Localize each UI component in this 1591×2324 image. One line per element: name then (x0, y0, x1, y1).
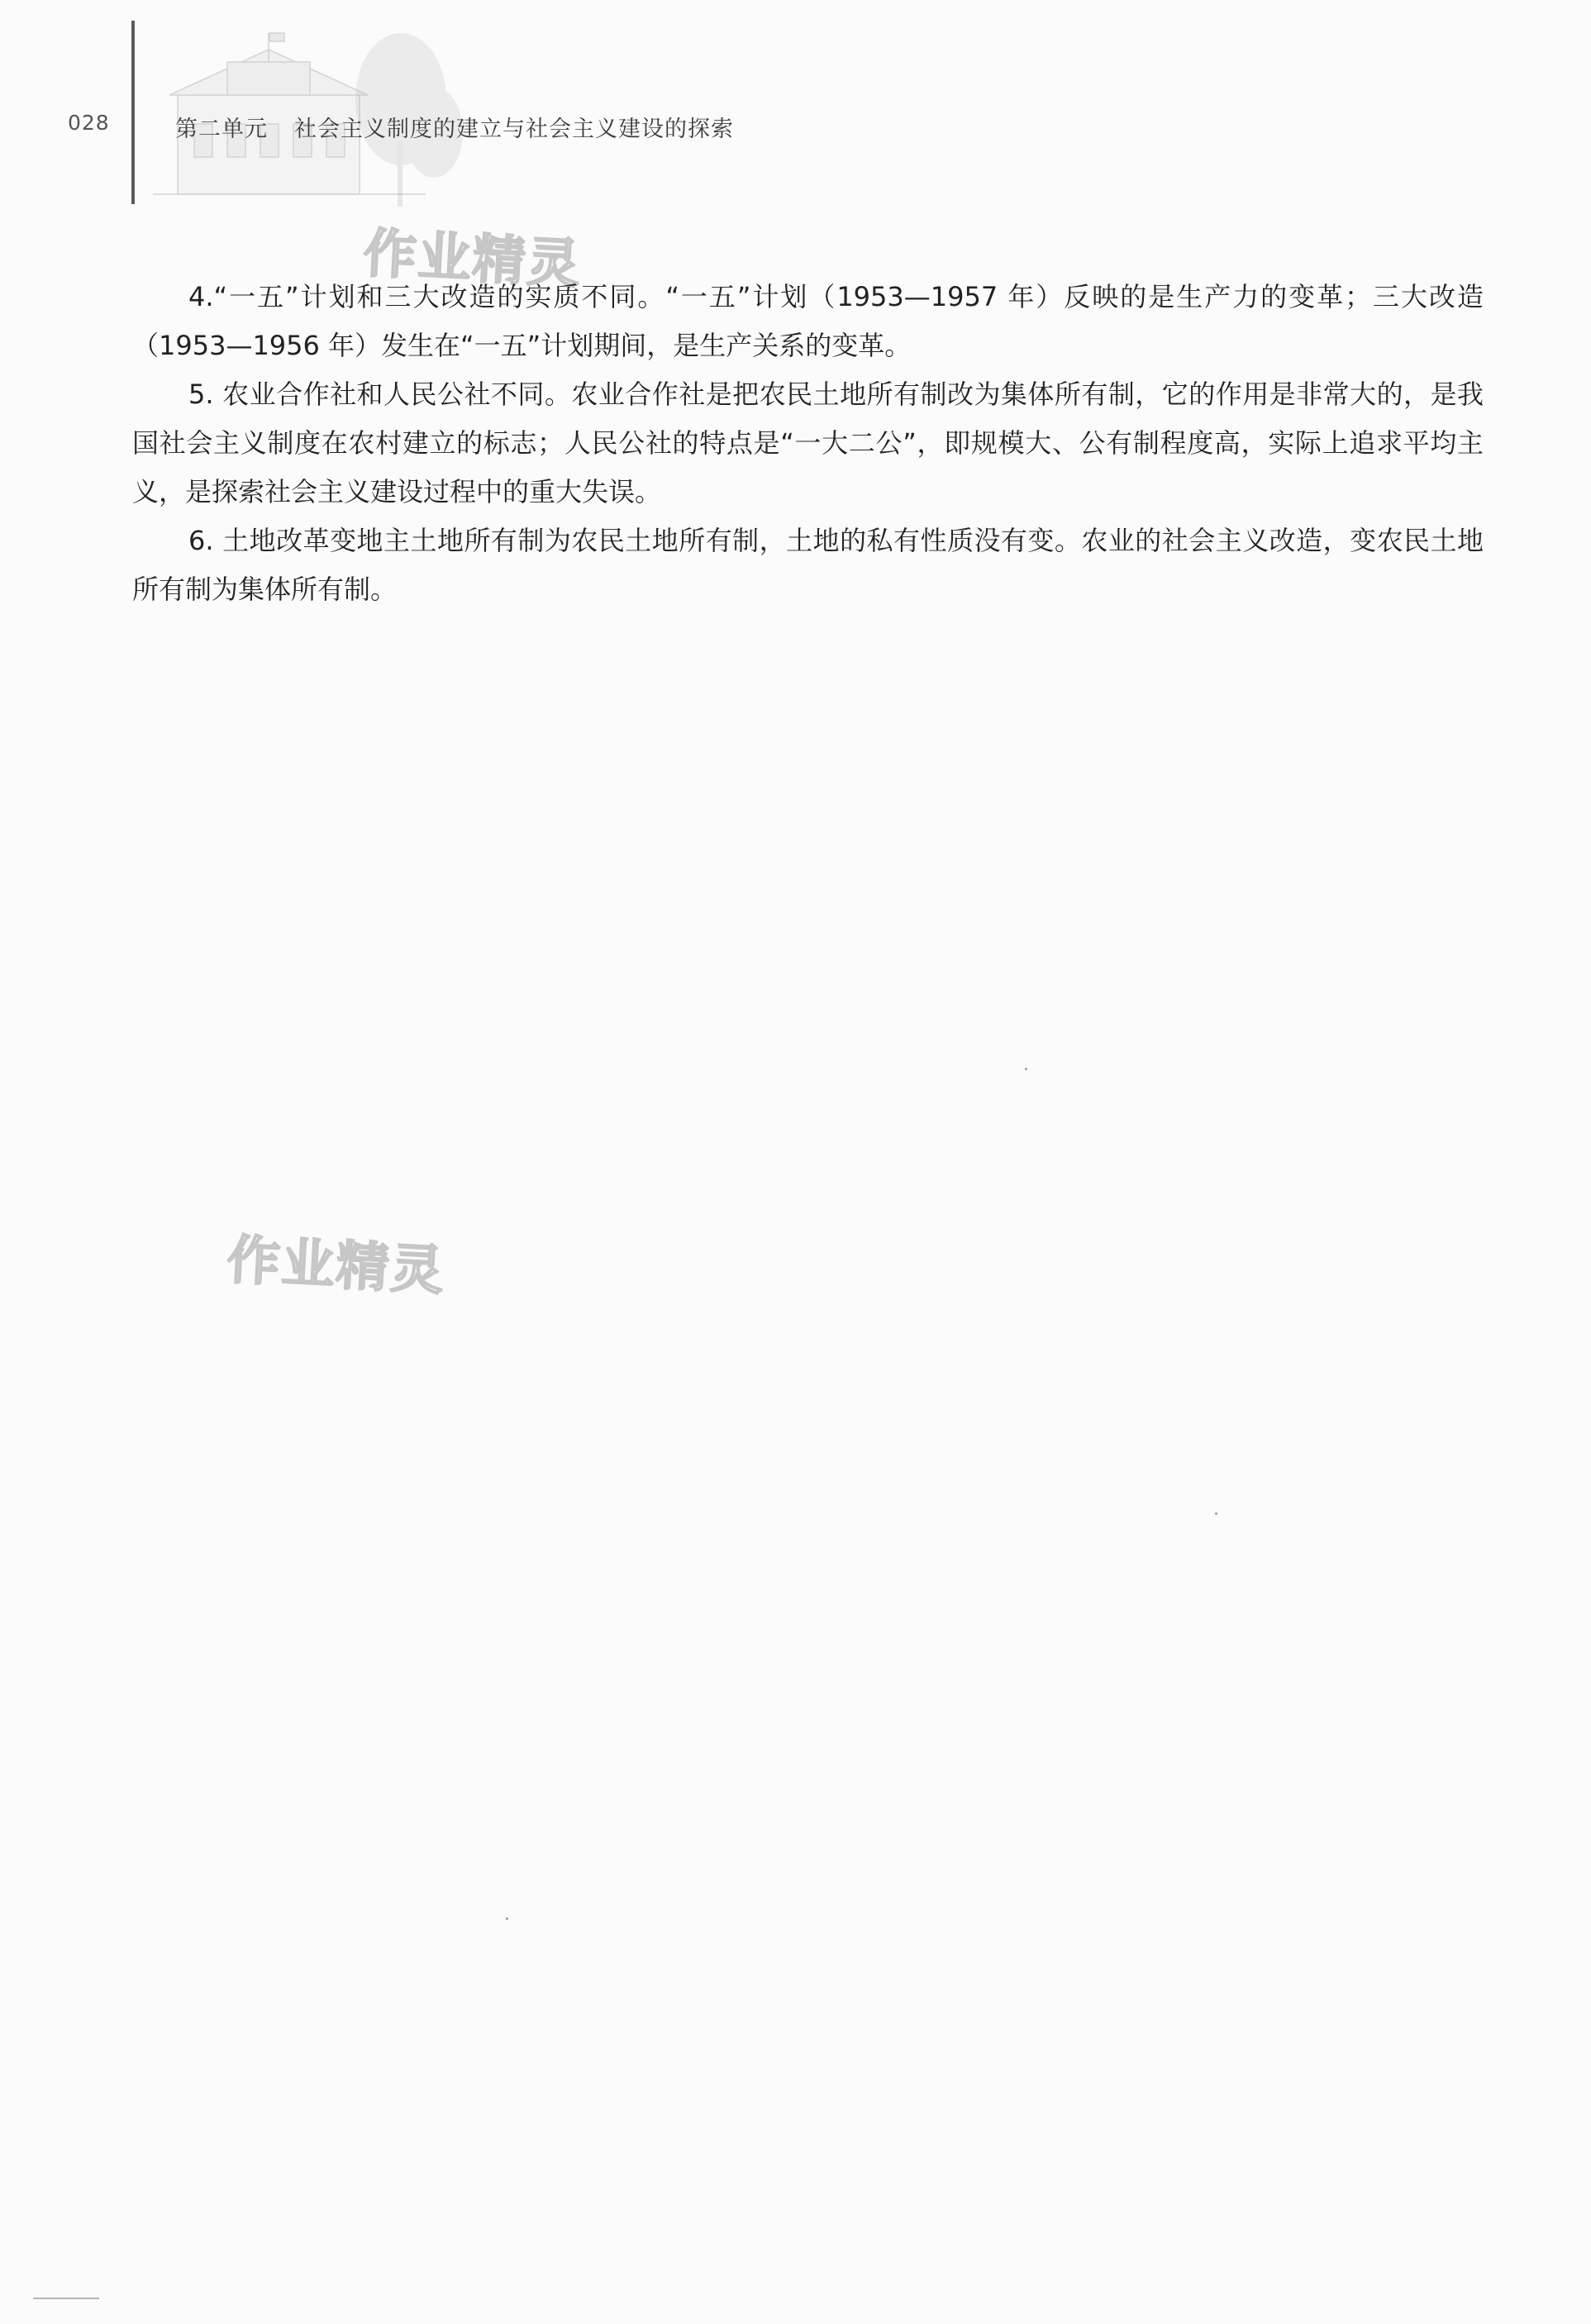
scan-speck (1215, 1512, 1217, 1515)
chapter-label: 第二单元 (175, 117, 268, 142)
header-divider (131, 21, 135, 204)
paragraph-5: 5. 农业合作社和人民公社不同。农业合作社是把农民土地所有制改为集体所有制，它的作用是非常大的，是我国社会主义制度在农村建立的标志；人民公社的特点是“一大二公”，即规模大、公有制程度高，实际上追求平均主义，是探索社会主义建设过程中的重大失误。 (132, 379, 1484, 507)
chapter-title: 社会主义制度的建立与社会主义建设的探索 (294, 117, 734, 142)
unit-title (175, 111, 734, 143)
watermark-top: 作业精灵 (361, 223, 584, 296)
scan-speck (1025, 1068, 1027, 1070)
page-number: 028 (68, 111, 110, 135)
watermark-middle: 作业精灵 (225, 1230, 447, 1302)
scan-speck (506, 1917, 508, 1920)
answer-content (132, 273, 1484, 614)
paragraph-4: 4.“一五”计划和三大改造的实质不同。“一五”计划（1953—1957 年）反映的是生产力的变革；三大改造（1953—1956 年）发生在“一五”计划期间，是生产关系的变革。 (132, 281, 1484, 361)
paragraph-6: 6. 土地改革变地主土地所有制为农民土地所有制，土地的私有性质没有变。农业的社会主义改造，变农民土地所有制为集体所有制。 (132, 525, 1484, 605)
bottom-edge-mark (33, 2298, 99, 2299)
